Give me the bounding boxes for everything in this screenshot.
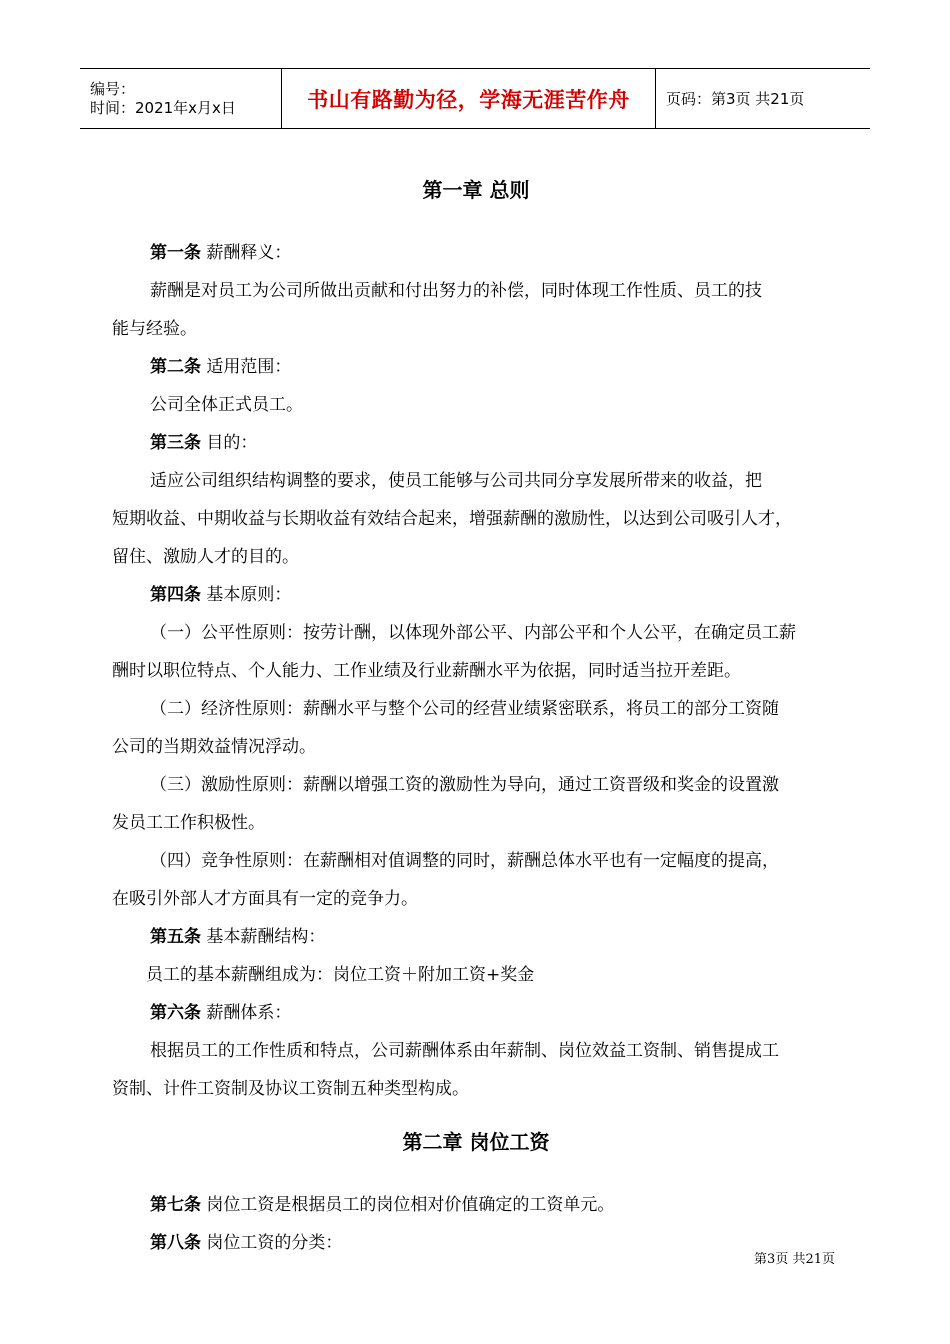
header-motto: 书山有路勤为径，学海无涯苦作舟 [307, 87, 630, 112]
paragraph-line: 公司的当期效益情况浮动。 [112, 737, 316, 757]
paragraph-line: 适应公司组织结构调整的要求，使员工能够与公司共同分享发展所带来的收益，把 [150, 471, 762, 491]
paragraph-line: （二）经济性原则：薪酬水平与整个公司的经营业绩紧密联系，将员工的部分工资随 [150, 699, 779, 719]
paragraph-line: 短期收益、中期收益与长期收益有效结合起来，增强薪酬的激励性，以达到公司吸引人才， [112, 509, 792, 529]
article-heading [112, 1224, 840, 1262]
article-heading [112, 576, 840, 614]
paragraph-line: 资制、计件工资制及协议工资制五种类型构成。 [112, 1079, 469, 1099]
document-number-label: 编号： [90, 79, 136, 98]
article-heading-text: 基本薪酬结构： [201, 927, 326, 947]
paragraph-line: 在吸引外部人才方面具有一定的竞争力。 [112, 889, 418, 909]
paragraph-line: （四）竞争性原则：在薪酬相对值调整的同时，薪酬总体水平也有一定幅度的提高， [150, 851, 779, 871]
header-page-info: 页码：第3页 共21页 [666, 90, 805, 108]
document-time: 时间：2021年x月x日 [90, 98, 236, 117]
article-heading [112, 1186, 840, 1224]
chapter-title: 第一章 总则 [422, 178, 530, 202]
article-heading-text: 目的： [201, 433, 258, 453]
article-label: 第七条 [150, 1195, 201, 1215]
article-label: 第四条 [150, 585, 201, 605]
article-heading [112, 424, 840, 462]
article-heading-text: 适用范围： [201, 357, 292, 377]
paragraph-line: 酬时以职位特点、个人能力、工作业绩及行业薪酬水平为依据，同时适当拉开差距。 [112, 661, 741, 681]
article-heading-text: 薪酬体系： [201, 1003, 292, 1023]
paragraph-line: 能与经验。 [112, 319, 197, 339]
page-footer: 第3页 共21页 [754, 1252, 835, 1267]
header-motto-cell [282, 69, 656, 128]
paragraph-line: 留住、激励人才的目的。 [112, 547, 299, 567]
article-label: 第一条 [150, 243, 201, 263]
paragraph-line: （一）公平性原则：按劳计酬，以体现外部公平、内部公平和个人公平，在确定员工薪 [150, 623, 796, 643]
article-label: 第六条 [150, 1003, 201, 1023]
document-body [112, 168, 840, 1262]
article-label: 第五条 [150, 927, 201, 947]
article-heading [112, 348, 840, 386]
chapter-title: 第二章 岗位工资 [402, 1130, 550, 1154]
header-meta [80, 69, 282, 128]
paragraph-line: 薪酬是对员工为公司所做出贡献和付出努力的补偿，同时体现工作性质、员工的技 [150, 281, 762, 301]
paragraph-line: 根据员工的工作性质和特点，公司薪酬体系由年薪制、岗位效益工资制、销售提成工 [150, 1041, 779, 1061]
page-header [80, 68, 870, 129]
article-heading-text: 薪酬释义： [201, 243, 292, 263]
article-label: 第八条 [150, 1233, 201, 1253]
paragraph-line: 发员工工作积极性。 [112, 813, 265, 833]
paragraph-line: 员工的基本薪酬组成为：岗位工资＋附加工资+奖金 [146, 965, 535, 985]
header-page-cell [656, 69, 870, 128]
article-heading [112, 994, 840, 1032]
article-heading-text: 岗位工资是根据员工的岗位相对价值确定的工资单元。 [201, 1195, 615, 1215]
article-heading-text: 基本原则： [201, 585, 292, 605]
article-label: 第二条 [150, 357, 201, 377]
article-heading [112, 234, 840, 272]
article-label: 第三条 [150, 433, 201, 453]
article-heading-text: 岗位工资的分类： [201, 1233, 343, 1253]
article-heading [112, 918, 840, 956]
paragraph-line: （三）激励性原则：薪酬以增强工资的激励性为导向，通过工资晋级和奖金的设置激 [150, 775, 779, 795]
paragraph-line: 公司全体正式员工。 [150, 395, 303, 415]
